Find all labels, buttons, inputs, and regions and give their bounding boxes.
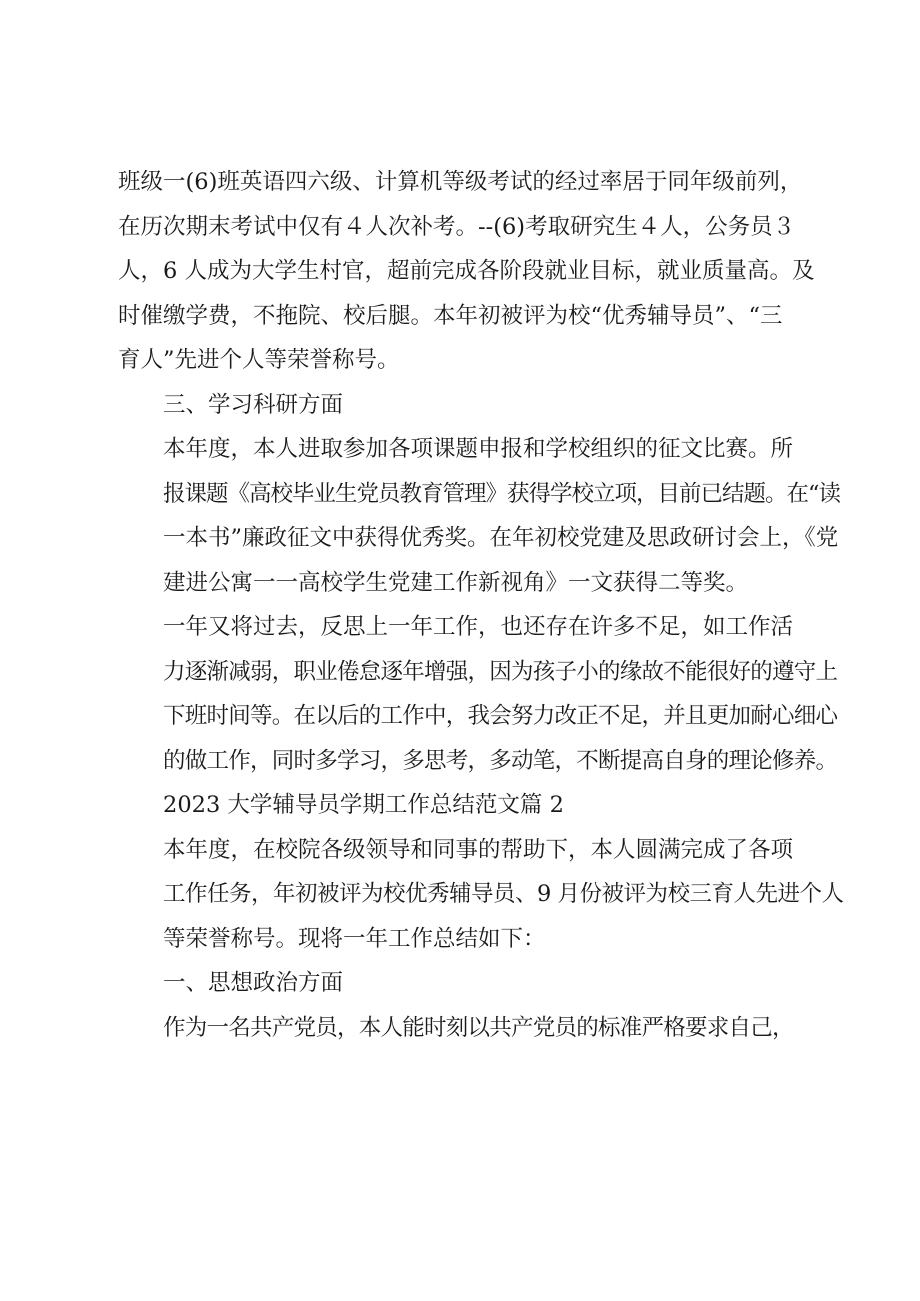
- paragraph-research: [118, 427, 843, 605]
- title-text: 2023 大学辅导员学期工作总结范文篇 2: [163, 792, 564, 818]
- text-line: 等荣誉称号。现将一年工作总结如下：: [163, 925, 546, 952]
- text-line: 本年度，本人进取参加各项课题申报和学校组织的征文比赛。所: [163, 436, 794, 462]
- text-line: 报课题《高校毕业生党员教育管理》获得学校立项，目前已结题。在“读: [163, 480, 841, 507]
- paragraph-reflection: [118, 605, 843, 783]
- paragraph-politics: [118, 1006, 843, 1051]
- text-line: 在历次期末考试中仅有４人次补考。--(6)考取研究生４人，公务员３: [118, 213, 796, 240]
- paragraph-class-results: [118, 160, 843, 383]
- section-heading-research: [118, 383, 843, 428]
- heading-text: 三、学习科研方面: [163, 391, 344, 418]
- text-line: 本年度，在校院各级领导和同事的帮助下，本人圆满完成了各项: [163, 836, 794, 863]
- text-line: 一年又将过去，反思上一年工作，也还存在许多不足，如工作活: [163, 614, 794, 640]
- text-line: 班级一(6)班英语四六级、计算机等级考试的经过率居于同年级前列，: [118, 169, 803, 195]
- section-heading-politics: [118, 961, 843, 1006]
- text-line: 建进公寓一一高校学生党建工作新视角》一文获得二等奖。: [163, 569, 749, 596]
- text-line: 的做工作，同时多学习，多思考，多动笔，不断提高自身的理论修养。: [163, 747, 838, 774]
- text-line: 下班时间等。在以后的工作中，我会努力改正不足，并且更加耐心细心: [163, 703, 838, 729]
- text-line: 作为一名共产党员，本人能时刻以共产党员的标准严格要求自己，: [163, 1014, 794, 1041]
- heading-text: 一、思想政治方面: [163, 970, 344, 996]
- text-line: 人，6 人成为大学生村官，超前完成各阶段就业目标，就业质量高。及: [118, 258, 815, 284]
- article-title: [118, 783, 843, 828]
- text-line: 工作任务，年初被评为校优秀辅导员、9 月份被评为校三育人先进个人: [163, 881, 844, 907]
- text-line: 育人”先进个人等荣誉称号。: [118, 347, 400, 373]
- text-line: 力逐渐减弱，职业倦怠逐年增强，因为孩子小的缘故不能很好的遵守上: [163, 658, 838, 685]
- paragraph-intro: [118, 828, 843, 962]
- text-line: 一本书”廉政征文中获得优秀奖。在年初校党建及思政研讨会上，《党: [163, 525, 839, 551]
- text-line: 时催缴学费，不拖院、校后腿。本年初被评为校“优秀辅导员”、“三: [118, 302, 783, 329]
- document-body: [118, 160, 843, 1050]
